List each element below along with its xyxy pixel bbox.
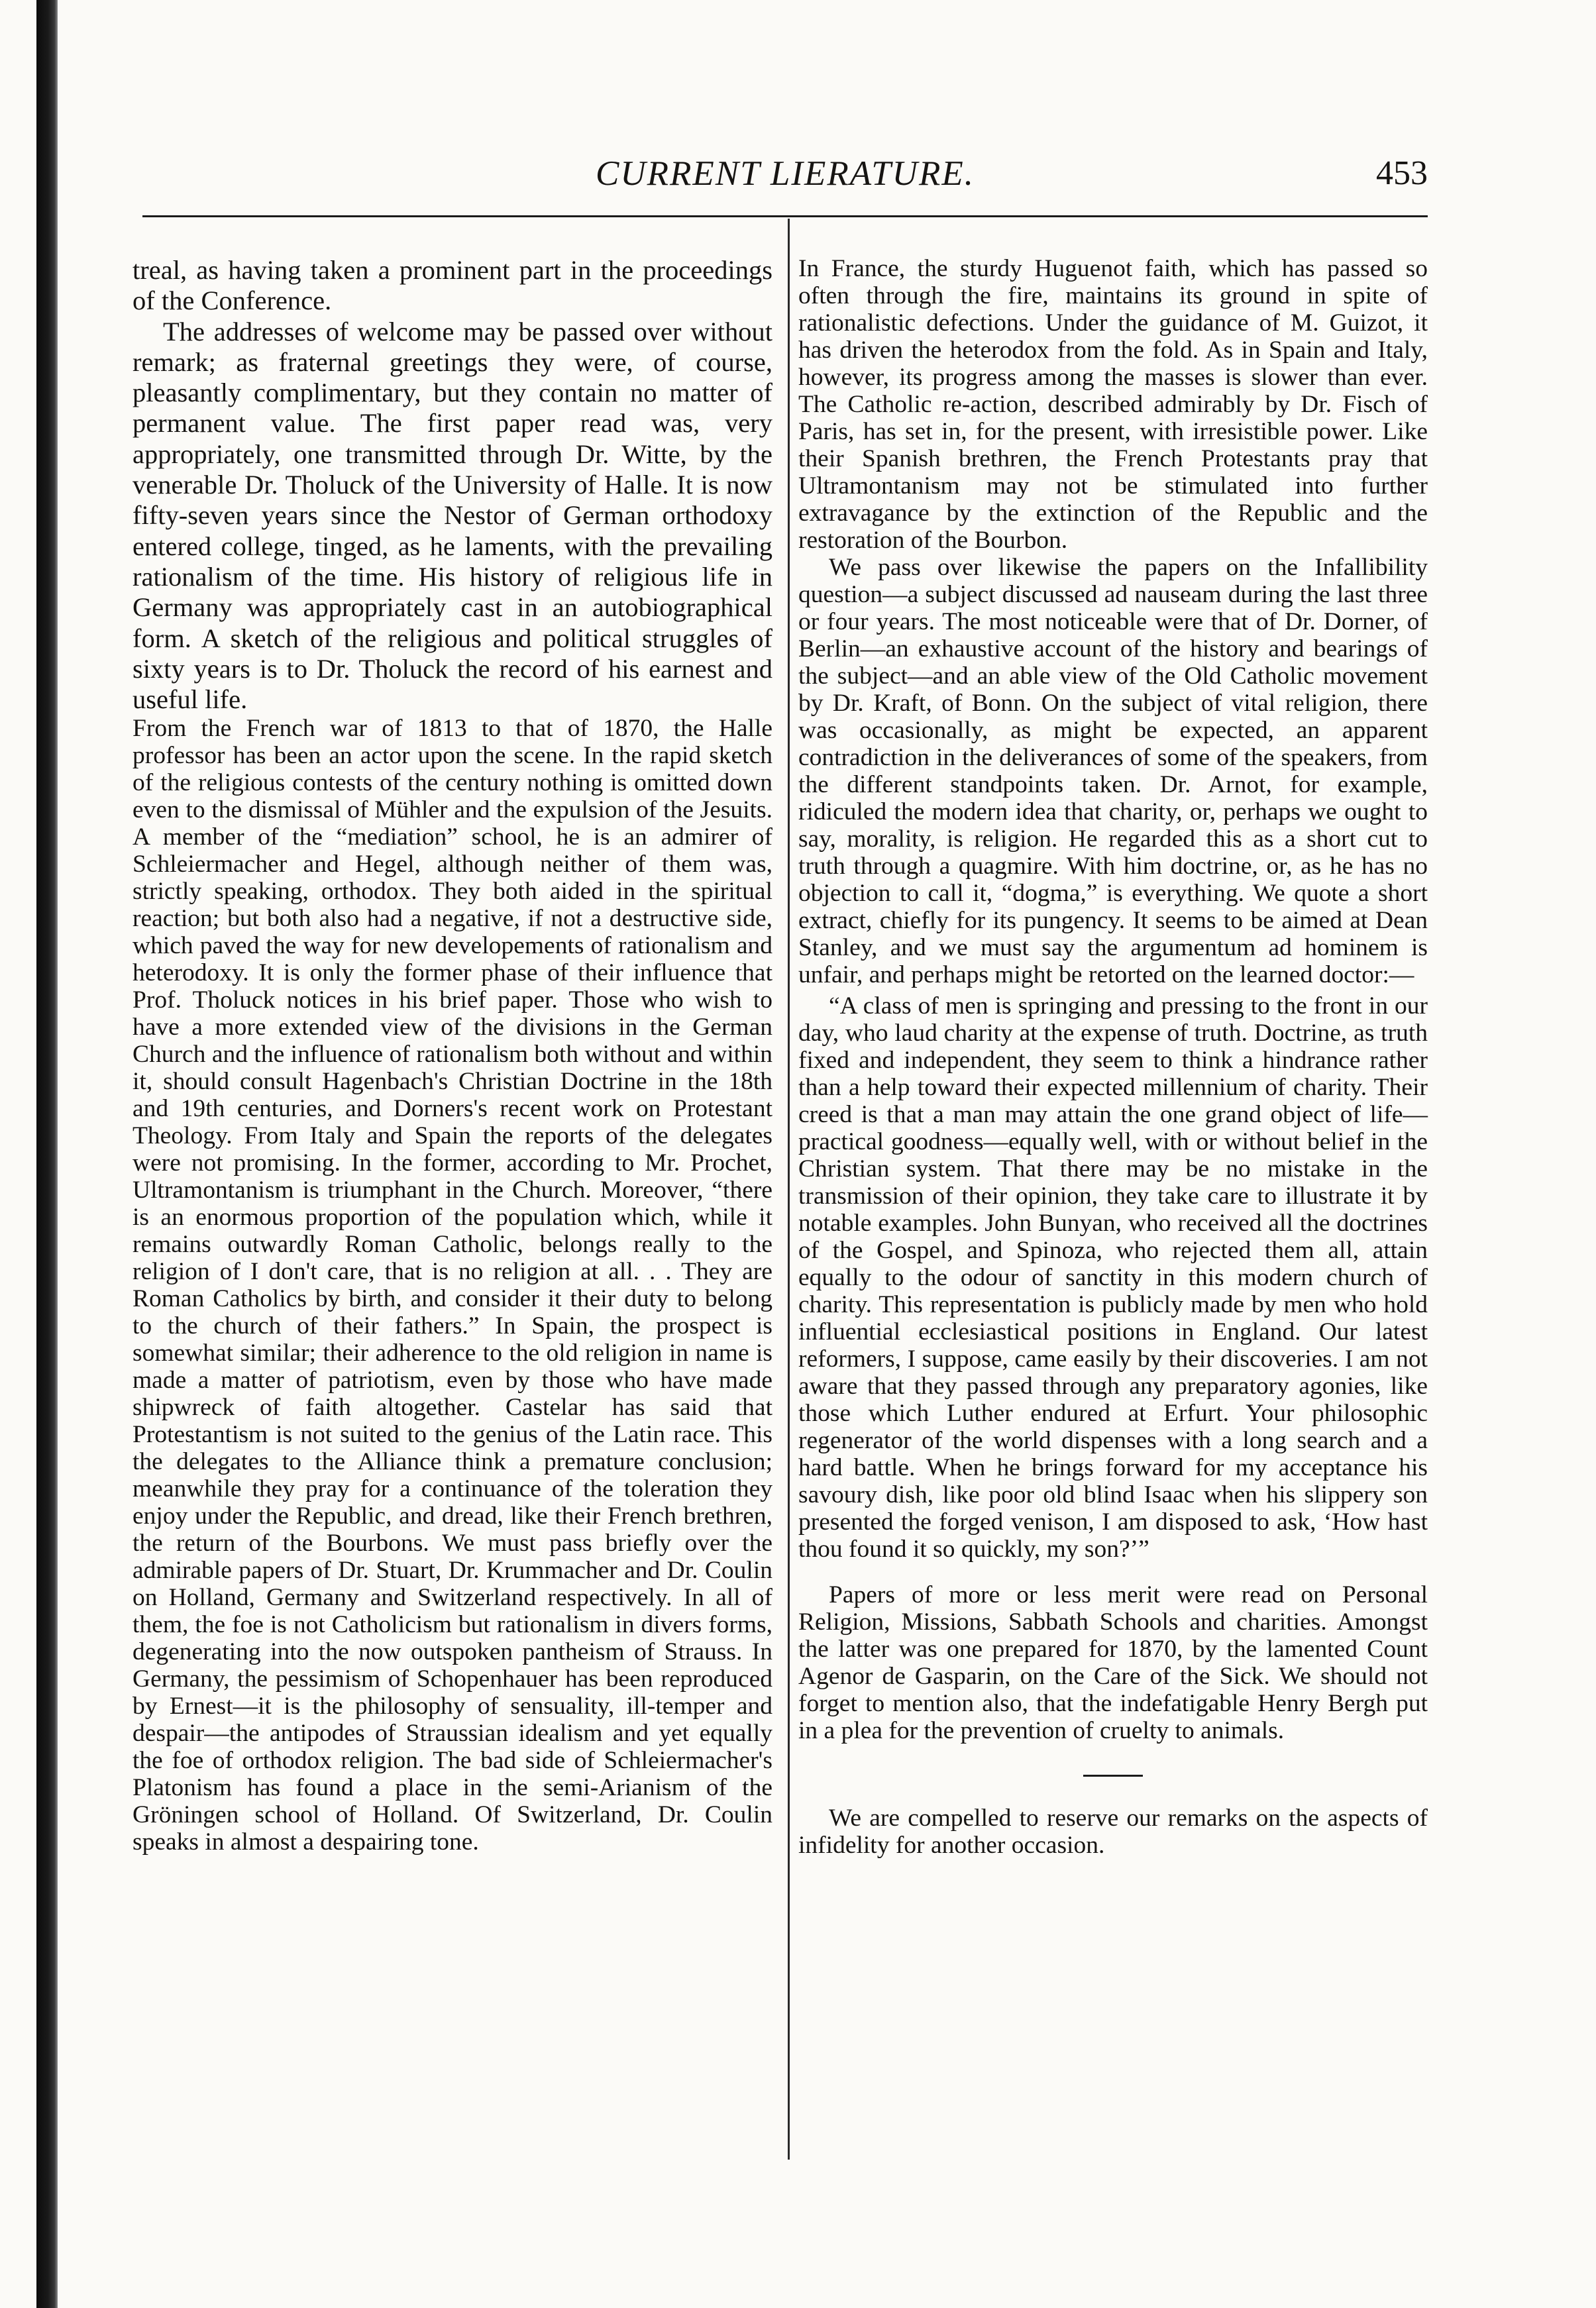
header-rule [142,215,1428,217]
left-paragraph-2-continued: From the French war of 1813 to that of 1870, the Halle professor has been an actor upon the scene. In the rapid sketch of the religious contests of the century nothing is omitted down even to the dismissal of Mühler and the expulsion of the Jesuits. A member of the “mediation” school, he is an admirer of Schleiermacher and Hegel, although neither of them was, strictly speaking, orthodox. They both aided in the spiritual reaction; but both also had a negative, if not a destructive side, which paved the way for new developements of rationalism and heterodoxy. It is only the former phase of their influence that Prof. Tholuck notices in his brief paper. Those who wish to have a more extended view of the divisions in the German Church and the influence of rationalism both without and within it, should consult Hagenbach's Christian Doctrine in the 18th and 19th centuries, and Dorners's recent work on Protestant Theology. From Italy and Spain the reports of the delegates were not promising. In the former, according to Mr. Prochet, Ultramontanism is triumphant in the Church. Moreover, “there is an enormous proportion of the population which, while it remains outwardly Roman Catholic, belongs really to the religion of I don't care, that is no religion at all. . . They are Roman Catholics by birth, and consider it their duty to belong to the church of their fathers.” In Spain, the prospect is somewhat similar; their adherence to the old religion in name is made a matter of patriotism, even by those who have made shipwreck of faith altogether. Castelar has said that Protestantism is not suited to the genius of the Latin race. This the delegates to the Alliance think a premature conclusion; meanwhile they pray for a continuance of the toleration they enjoy under the Republic, and dread, like their French brethren, the return of the Bourbons. We must pass briefly over the admirable papers of Dr. Stuart, Dr. Krummacher and Dr. Coulin on Holland, Germany and Switzerland respectively. In all of them, the foe is not Catholicism but rationalism in divers forms, degenerating into the now outspoken pantheism of Strauss. In Germany, the pessimism of Schopenhauer has been reproduced by Ernest—it is the philosophy of sensuality, ill-temper and despair—the antipodes of Straussian idealism and yet equally the foe of orthodox religion. The bad side of Schleiermacher's Platonism has found a place in the semi-Arianism of the Gröningen school of Holland. Of Switzerland, Dr. Coulin speaks in almost a despairing tone. [133,715,772,1856]
right-paragraph-1: In France, the sturdy Huguenot faith, which has passed so often through the fire, maintains its ground in spite of rationalistic defections. Under the guidance of M. Guizot, it has driven the heterodox from the fold. As in Spain and Italy, however, its progress among the masses is slower than ever. The Catholic re-action, described admirably by Dr. Fisch of Paris, has set in, for the present, with irresistible power. Like their Spanish brethren, the French Protestants pray that Ultramontanism may not be stimulated into further extravagance by the extinction of the Republic and the restoration of the Bourbon. [798,255,1428,554]
right-column [798,255,1428,1859]
right-paragraph-3: Papers of more or less merit were read on Personal Religion, Missions, Sabbath Schools and charities. Amongst the latter was one prepared for 1870, by the lamented Count Agenor de Gasparin, on the Care of the Sick. We should not forget to mention also, that the indefatigable Henry Bergh put in a plea for the prevention of cruelty to animals. [798,1581,1428,1744]
left-column [133,255,772,1856]
page-number: 453 [1376,154,1428,192]
left-paragraph-1: treal, as having taken a prominent part in the proceedings of the Conference. [133,255,772,316]
section-separator [1083,1775,1143,1777]
page-header [142,146,1428,205]
book-binding-edge [36,0,58,2308]
left-paragraph-2: The addresses of welcome may be passed over without remark; as fraternal greetings they were, of course, pleasantly complimentary, but they contain no matter of permanent value. The first paper read was, very appropriately, one transmitted through Dr. Witte, by the venerable Dr. Tholuck of the University of Halle. It is now fifty-seven years since the Nestor of German orthodoxy entered college, tinged, as he laments, with the prevailing rationalism of the time. His history of religious life in Germany was appropriately cast in an autobiographical form. A sketch of the religious and political struggles of sixty years is to Dr. Tholuck the record of his earnest and useful life. [133,316,772,715]
running-title: CURRENT LIERATURE. [596,154,975,193]
right-paragraph-2: We pass over likewise the papers on the Infallibility question—a subject discussed ad nauseam during the last three or four years. The most noticeable were that of Dr. Dorner, of Berlin—an exhaustive account of the history and bearings of the subject—and an able view of the Old Catholic movement by Dr. Kraft, of Bonn. On the subject of vital religion, there was occasionally, as might be expected, an apparent contradiction in the deliverances of some of the speakers, from the different standpoints taken. Dr. Arnot, for example, ridiculed the modern idea that charity, or, perhaps we ought to say, morality, is religion. He regarded this as a short cut to truth through a quagmire. With him doctrine, or, as he has no objection to call it, “dogma,” is everything. We quote a short extract, chiefly for its pungency. It seems to be aimed at Dean Stanley, and we must say the argumentum ad hominem is unfair, and perhaps might be retorted on the learned doctor:— [798,554,1428,988]
column-divider [788,219,790,2160]
closing-note: We are compelled to reserve our remarks on the aspects of infidelity for another occasion. [798,1805,1428,1859]
block-quotation: “A class of men is springing and pressing to the front in our day, who laud charity at the expense of truth. Doctrine, as truth fixed and independent, they seem to think a hindrance rather than a help toward their expected millennium of charity. Their creed is that a man may attain the one grand object of life—practical goodness—equally well, with or without belief in the Christian system. That there may be no mistake in the transmission of their opinion, they take care to illustrate it by notable examples. John Bunyan, who received all the doctrines of the Gospel, and Spinoza, who rejected them all, attain equally to the odour of sanctity in this modern church of charity. This representation is publicly made by men who hold influential ecclesiastical positions in England. Our latest reformers, I suppose, came easily by their discoveries. I am not aware that they passed through any preparatory agonies, like those which Luther endured at Erfurt. Your philosophic regenerator of the world dispenses with a long search and a hard battle. When he brings forward for my acceptance his savoury dish, like poor old blind Isaac when his slippery son presented the forged venison, I am disposed to ask, ‘How hast thou found it so quickly, my son?’” [798,992,1428,1563]
